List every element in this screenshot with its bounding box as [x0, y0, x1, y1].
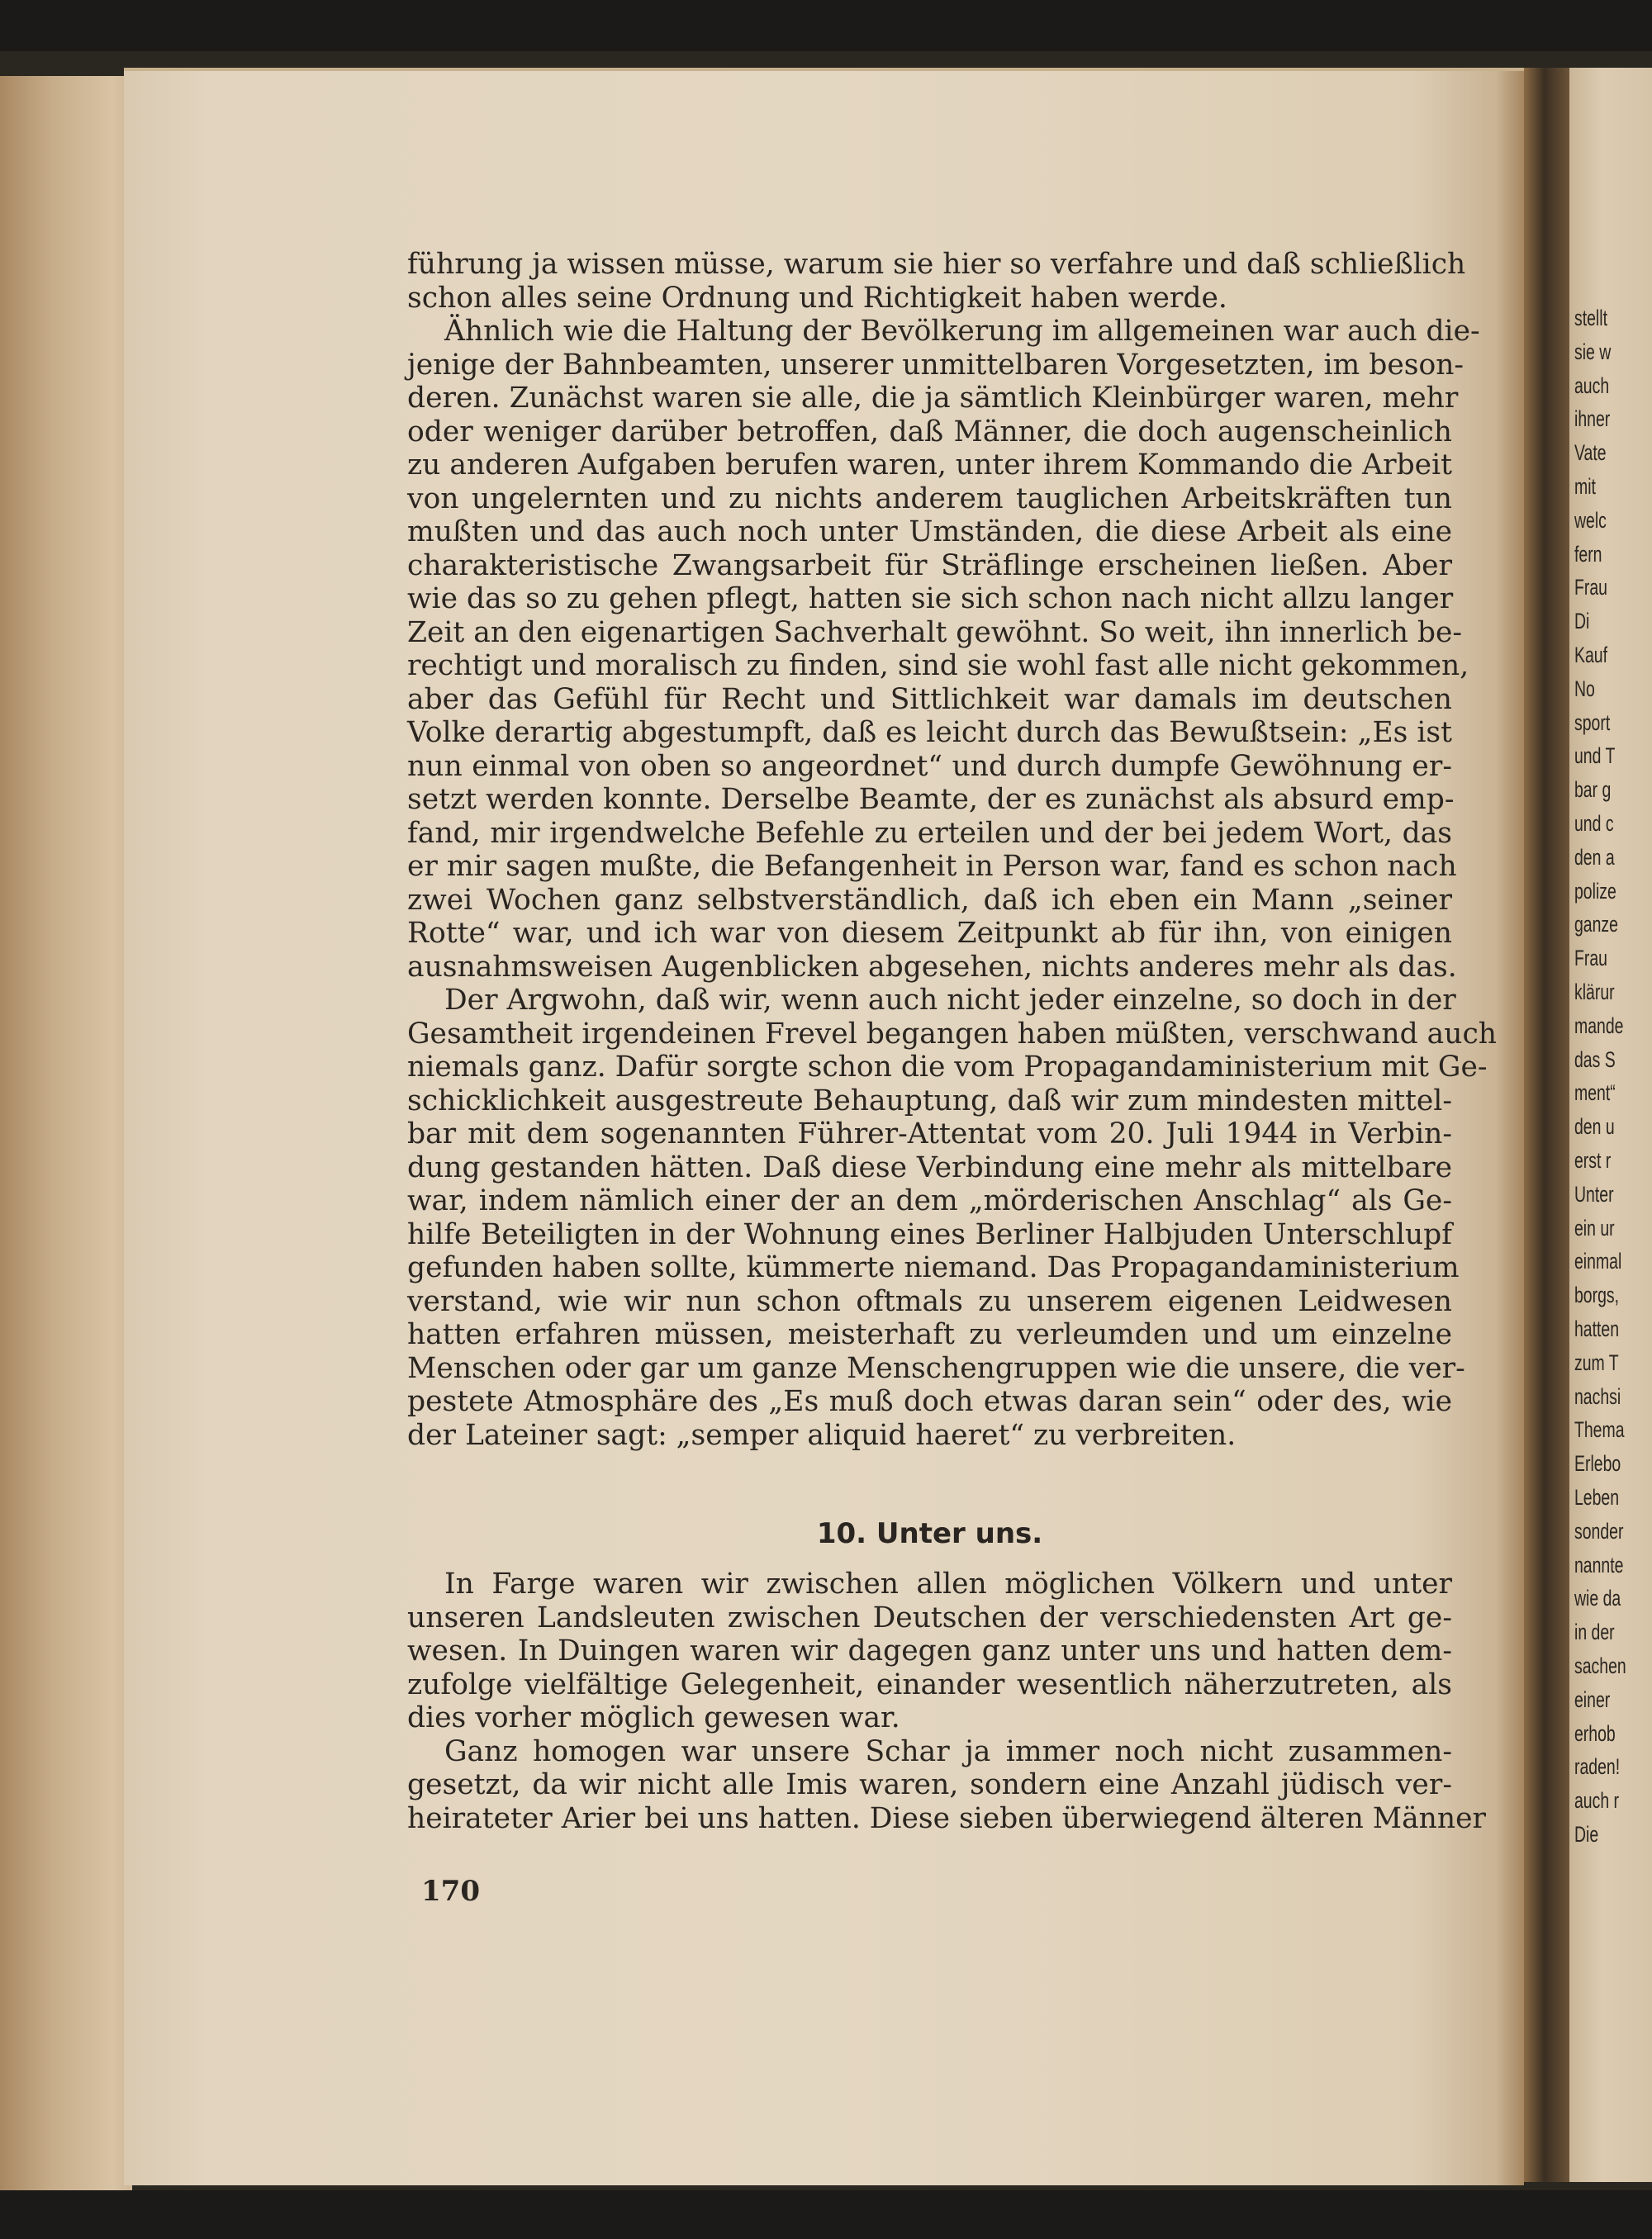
next-page-line-fragment: nannte — [1574, 1552, 1624, 1577]
text-line: nun einmal von oben so angeordnet“ und durch dumpfe Gewöhnung er- — [407, 749, 1452, 783]
text-line: hatten erfahren müssen, meisterhaft zu verleumden und um einzelne — [407, 1318, 1452, 1351]
text-line: rechtigt und moralisch zu finden, sind sie wohl fast alle nicht gekommen, — [407, 649, 1469, 682]
text-line: Menschen oder gar um ganze Menschengruppen wie die unsere, die ver- — [407, 1351, 1465, 1385]
next-page-line-fragment: hatten — [1574, 1316, 1620, 1341]
next-page-line-fragment: mande — [1574, 1013, 1624, 1038]
next-page-line-fragment: erhob — [1574, 1720, 1616, 1746]
text-line: zufolge vielfältige Gelegenheit, einander wesentlich näherzutreten, als — [407, 1667, 1452, 1701]
text-line: dung gestanden hätten. Daß diese Verbindung eine mehr als mittelbare — [407, 1150, 1452, 1184]
text-line: In Farge waren wir zwischen allen möglichen Völkern und unter — [444, 1568, 1452, 1601]
next-page-line-fragment: das S — [1574, 1046, 1616, 1072]
text-line: wesen. In Duingen waren wir dagegen ganz unter uns und hatten dem- — [407, 1634, 1452, 1667]
text-line: fand, mir irgendwelche Befehle zu erteilen und der bei jedem Wort, das — [407, 816, 1452, 850]
right-page-fragment — [1569, 68, 1652, 2182]
text-line: Volke derartig abgestumpft, daß es leicht durch das Bewußtsein: „Es ist — [407, 716, 1452, 749]
text-line: niemals ganz. Dafür sorgte schon die vom Propagandaministerium mit Ge- — [407, 1051, 1488, 1084]
next-page-line-fragment: Erlebo — [1574, 1451, 1621, 1477]
next-page-line-fragment: und T — [1574, 743, 1616, 769]
next-page-line-fragment: Kauf — [1574, 643, 1607, 667]
text-line: zu anderen Aufgaben berufen waren, unter ihrem Kommando die Arbeit — [407, 448, 1452, 481]
body-text-part-1 — [407, 248, 1497, 1452]
next-page-line-fragment: einer — [1574, 1686, 1611, 1712]
text-line: gefunden haben sollte, kümmerte niemand. Das Propagandaministerium — [407, 1251, 1460, 1284]
next-page-line-fragment: auch — [1574, 372, 1610, 398]
text-line: war, indem nämlich einer der an dem „mörderischen Anschlag“ als Ge- — [407, 1184, 1452, 1217]
text-line: Der Argwohn, daß wir, wenn auch nicht jeder einzelne, so doch in der — [444, 984, 1456, 1017]
next-page-line-fragment: auch r — [1574, 1788, 1620, 1814]
text-line: verstand, wie wir nun schon oftmals zu unserem eigenen Leidwesen — [407, 1284, 1452, 1318]
next-page-line-fragment: sonder — [1574, 1518, 1624, 1544]
book-gutter — [1524, 68, 1569, 2182]
next-page-line-fragment: raden! — [1574, 1754, 1621, 1780]
next-page-line-fragment: Die — [1574, 1822, 1599, 1847]
next-page-line-fragment: Di — [1574, 609, 1590, 634]
text-line: führung ja wissen müsse, warum sie hier so verfahre und daß schließlich — [407, 248, 1466, 281]
next-page-line-fragment: mit — [1574, 474, 1596, 499]
next-page-line-fragment: Thema — [1574, 1417, 1625, 1443]
text-line: oder weniger darüber betroffen, daß Männer, die doch augenscheinlich — [407, 415, 1452, 448]
next-page-line-fragment: No — [1574, 676, 1595, 701]
next-page-line-fragment: stellt — [1574, 306, 1607, 330]
next-page-line-fragment: nachsi — [1574, 1383, 1621, 1409]
next-page-line-fragment: erst r — [1574, 1148, 1612, 1173]
next-page-line-fragment: borgs, — [1574, 1283, 1620, 1308]
next-page-line-fragment: einmal — [1574, 1249, 1622, 1274]
text-line: hilfe Beteiligten in der Wohnung eines Berliner Halbjuden Unterschlupf — [407, 1217, 1452, 1251]
text-line: zwei Wochen ganz selbstverständlich, daß ich eben ein Mann „seiner — [407, 883, 1452, 917]
text-line: unseren Landsleuten zwischen Deutschen der verschiedensten Art ge- — [407, 1601, 1452, 1634]
text-line: dies vorher möglich gewesen war. — [407, 1701, 900, 1734]
next-page-line-fragment: den a — [1574, 844, 1615, 870]
next-page-line-fragment: Frau — [1574, 946, 1607, 971]
text-line: jenige der Bahnbeamten, unserer unmittelbaren Vorgesetzten, im beson- — [407, 348, 1464, 382]
text-line: heirateter Arier bei uns hatten. Diese sieben überwiegend älteren Männer — [407, 1801, 1486, 1835]
text-line: Gesamtheit irgendeinen Frevel begangen haben müßten, verschwand auch — [407, 1017, 1497, 1051]
text-line: Ähnlich wie die Haltung der Bevölkerung im allgemeinen war auch die- — [444, 315, 1480, 348]
text-line: Ganz homogen war unsere Schar ja immer noch nicht zusammen- — [444, 1734, 1452, 1768]
next-page-line-fragment: ganze — [1574, 912, 1618, 937]
body-text-part-2 — [407, 1568, 1486, 1835]
next-page-line-fragment: bar g — [1574, 777, 1612, 803]
text-line: er mir sagen mußte, die Befangenheit in Person war, fand es schon nach — [407, 850, 1457, 883]
text-line: von ungelernten und zu nichts anderem tauglichen Arbeitskräften tun — [407, 481, 1452, 515]
text-line: schon alles seine Ordnung und Richtigkeit haben werde. — [407, 281, 1227, 315]
text-line: setzt werden konnte. Derselbe Beamte, der es zunächst als absurd emp- — [407, 783, 1455, 816]
text-line: gesetzt, da wir nicht alle Imis waren, sondern eine Anzahl jüdisch ver- — [407, 1768, 1452, 1801]
section-heading: 10. Unter uns. — [816, 1517, 1043, 1550]
text-line: bar mit dem sogenannten Führer-Attentat vom 20. Juli 1944 in Verbin- — [407, 1117, 1452, 1150]
next-page-line-fragment: Frau — [1574, 575, 1607, 600]
page-stack-edge — [0, 76, 132, 2190]
next-page-line-fragment: ment“ — [1574, 1080, 1616, 1106]
text-line: aber das Gefühl für Recht und Sittlichkeit war damals im deutschen — [407, 682, 1452, 716]
next-page-line-fragment: sachen — [1574, 1653, 1626, 1678]
text-line: Rotte“ war, und ich war von diesem Zeitpunkt ab für ihn, von einigen — [407, 917, 1452, 950]
next-page-line-fragment: in der — [1574, 1620, 1615, 1645]
text-line: wie das so zu gehen pflegt, hatten sie sich schon nach nicht allzu langer — [407, 582, 1454, 615]
text-line: mußten und das auch noch unter Umständen, die diese Arbeit als eine — [407, 515, 1452, 548]
next-page-line-fragment: polize — [1574, 878, 1616, 904]
text-line: der Lateiner sagt: „semper aliquid haeret“ zu verbreiten. — [407, 1418, 1237, 1452]
next-page-line-fragment: ihner — [1574, 406, 1611, 432]
next-page-line-fragment: wie da — [1574, 1586, 1621, 1611]
next-page-line-fragment: sie w — [1574, 339, 1612, 364]
next-page-line-fragment: zum T — [1574, 1350, 1619, 1375]
text-line: ausnahmsweisen Augenblicken abgesehen, nichts anderes mehr als das. — [407, 950, 1457, 984]
text-line: Zeit an den eigenartigen Sachverhalt gewöhnt. So weit, ihn innerlich be- — [407, 615, 1463, 649]
next-page-line-fragment: Leben — [1574, 1485, 1620, 1510]
next-page-line-fragment: Unter — [1574, 1181, 1614, 1207]
next-page-line-fragment: sport — [1574, 709, 1611, 735]
text-line: charakteristische Zwangsarbeit für Sträflinge erscheinen ließen. Aber — [407, 548, 1452, 582]
page-number: 170 — [421, 1875, 480, 1908]
next-page-line-fragment: klärur — [1574, 980, 1615, 1004]
next-page-line-fragment: welc — [1574, 507, 1607, 533]
next-page-line-fragment: ein ur — [1574, 1215, 1615, 1240]
next-page-line-fragment: und c — [1574, 811, 1614, 836]
text-line: pestete Atmosphäre des „Es muß doch etwas daran sein“ oder des, wie — [407, 1385, 1452, 1418]
next-page-line-fragment: fern — [1574, 541, 1602, 567]
text-line: schicklichkeit ausgestreute Behauptung, daß wir zum mindesten mittel- — [407, 1084, 1452, 1117]
next-page-line-fragment: den u — [1574, 1114, 1615, 1140]
text-line: deren. Zunächst waren sie alle, die ja sämtlich Kleinbürger waren, mehr — [407, 382, 1459, 415]
next-page-line-fragment: Vate — [1574, 440, 1607, 466]
